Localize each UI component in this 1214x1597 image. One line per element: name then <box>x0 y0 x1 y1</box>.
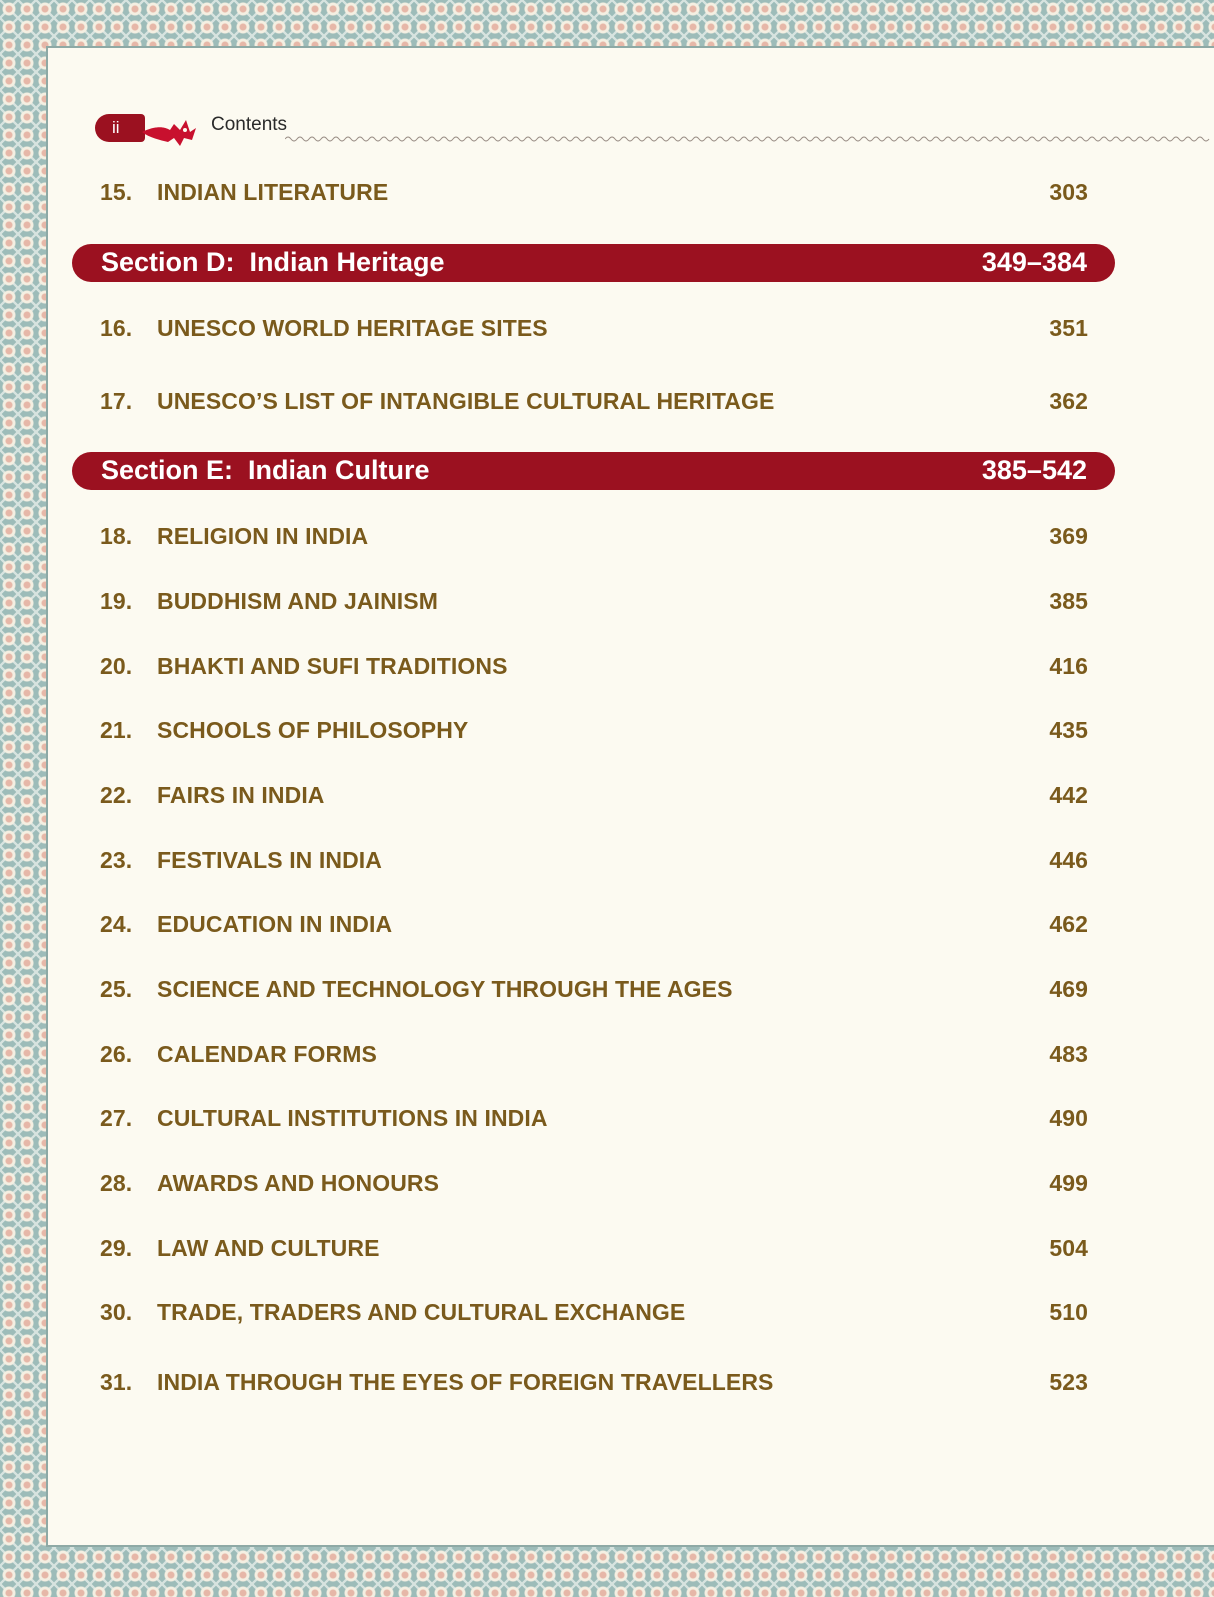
page-label-badge: ii <box>95 114 145 142</box>
toc-entry[interactable] <box>100 847 1088 879</box>
entry-page: 435 <box>1049 717 1088 743</box>
toc-entry[interactable] <box>100 523 1088 555</box>
entry-title: RELIGION IN INDIA <box>157 523 369 549</box>
section-title: Section D: Indian Heritage <box>101 247 445 277</box>
ornament-leaf-icon <box>140 110 200 150</box>
toc-entry[interactable] <box>100 315 1088 347</box>
entry-page: 483 <box>1049 1041 1088 1067</box>
header-title: Contents <box>211 114 288 135</box>
entry-number: 22. <box>100 782 133 808</box>
entry-page: 362 <box>1049 388 1088 414</box>
toc-entry[interactable] <box>100 653 1088 685</box>
entry-page: 351 <box>1049 315 1088 341</box>
entry-title: INDIA THROUGH THE EYES OF FOREIGN TRAVELLERS <box>157 1369 774 1395</box>
entry-title: SCIENCE AND TECHNOLOGY THROUGH THE AGES <box>157 976 733 1002</box>
entry-number: 31. <box>100 1369 133 1395</box>
entry-number: 18. <box>100 523 133 549</box>
toc-entry[interactable] <box>100 1105 1088 1137</box>
entry-title: CULTURAL INSTITUTIONS IN INDIA <box>157 1105 548 1131</box>
toc-entry[interactable] <box>100 1369 1088 1401</box>
entry-number: 23. <box>100 847 133 873</box>
entry-page: 303 <box>1049 179 1088 205</box>
entry-title: UNESCO WORLD HERITAGE SITES <box>157 315 548 341</box>
entry-title: BHAKTI AND SUFI TRADITIONS <box>157 653 508 679</box>
entry-number: 16. <box>100 315 133 341</box>
entry-number: 21. <box>100 717 133 743</box>
toc-entry[interactable] <box>100 1170 1088 1202</box>
toc-entry[interactable] <box>100 976 1088 1008</box>
entry-page: 416 <box>1049 653 1088 679</box>
entry-page: 369 <box>1049 523 1088 549</box>
entry-page: 510 <box>1049 1299 1088 1325</box>
entry-title: INDIAN LITERATURE <box>157 179 389 205</box>
running-header <box>95 110 1214 146</box>
entry-page: 442 <box>1049 782 1088 808</box>
entry-page: 499 <box>1049 1170 1088 1196</box>
wavy-divider <box>285 134 1214 144</box>
entry-number: 24. <box>100 911 133 937</box>
entry-title: AWARDS AND HONOURS <box>157 1170 440 1196</box>
toc-entry[interactable] <box>100 179 1088 211</box>
toc-entry[interactable] <box>100 717 1088 749</box>
entry-number: 19. <box>100 588 133 614</box>
section-header-d[interactable] <box>72 244 1115 282</box>
toc-entry[interactable] <box>100 1299 1088 1331</box>
entry-title: TRADE, TRADERS AND CULTURAL EXCHANGE <box>157 1299 686 1325</box>
entry-number: 27. <box>100 1105 133 1131</box>
entry-number: 28. <box>100 1170 133 1196</box>
entry-number: 15. <box>100 179 133 205</box>
toc-entry[interactable] <box>100 782 1088 814</box>
entry-page: 469 <box>1049 976 1088 1002</box>
section-header-e[interactable] <box>72 452 1115 490</box>
entry-number: 17. <box>100 388 133 414</box>
entry-title: FAIRS IN INDIA <box>157 782 325 808</box>
entry-number: 29. <box>100 1235 133 1261</box>
entry-title: LAW AND CULTURE <box>157 1235 380 1261</box>
entry-title: UNESCO’S LIST OF INTANGIBLE CULTURAL HERITAGE <box>157 388 775 414</box>
entry-title: SCHOOLS OF PHILOSOPHY <box>157 717 469 743</box>
entry-page: 504 <box>1049 1235 1088 1261</box>
entry-page: 462 <box>1049 911 1088 937</box>
toc-entry[interactable] <box>100 588 1088 620</box>
entry-number: 30. <box>100 1299 133 1325</box>
entry-title: FESTIVALS IN INDIA <box>157 847 382 873</box>
toc-entry[interactable] <box>100 388 1088 420</box>
entry-title: BUDDHISM AND JAINISM <box>157 588 438 614</box>
toc-entry[interactable] <box>100 1041 1088 1073</box>
entry-page: 490 <box>1049 1105 1088 1131</box>
toc-entry[interactable] <box>100 1235 1088 1267</box>
entry-title: EDUCATION IN INDIA <box>157 911 393 937</box>
section-title: Section E: Indian Culture <box>101 455 430 485</box>
toc-entry[interactable] <box>100 911 1088 943</box>
entry-number: 20. <box>100 653 133 679</box>
entry-number: 25. <box>100 976 133 1002</box>
entry-page: 446 <box>1049 847 1088 873</box>
entry-number: 26. <box>100 1041 133 1067</box>
section-page-range: 385–542 <box>981 455 1087 485</box>
section-page-range: 349–384 <box>981 247 1087 277</box>
entry-page: 523 <box>1049 1369 1088 1395</box>
entry-page: 385 <box>1049 588 1088 614</box>
entry-title: CALENDAR FORMS <box>157 1041 377 1067</box>
